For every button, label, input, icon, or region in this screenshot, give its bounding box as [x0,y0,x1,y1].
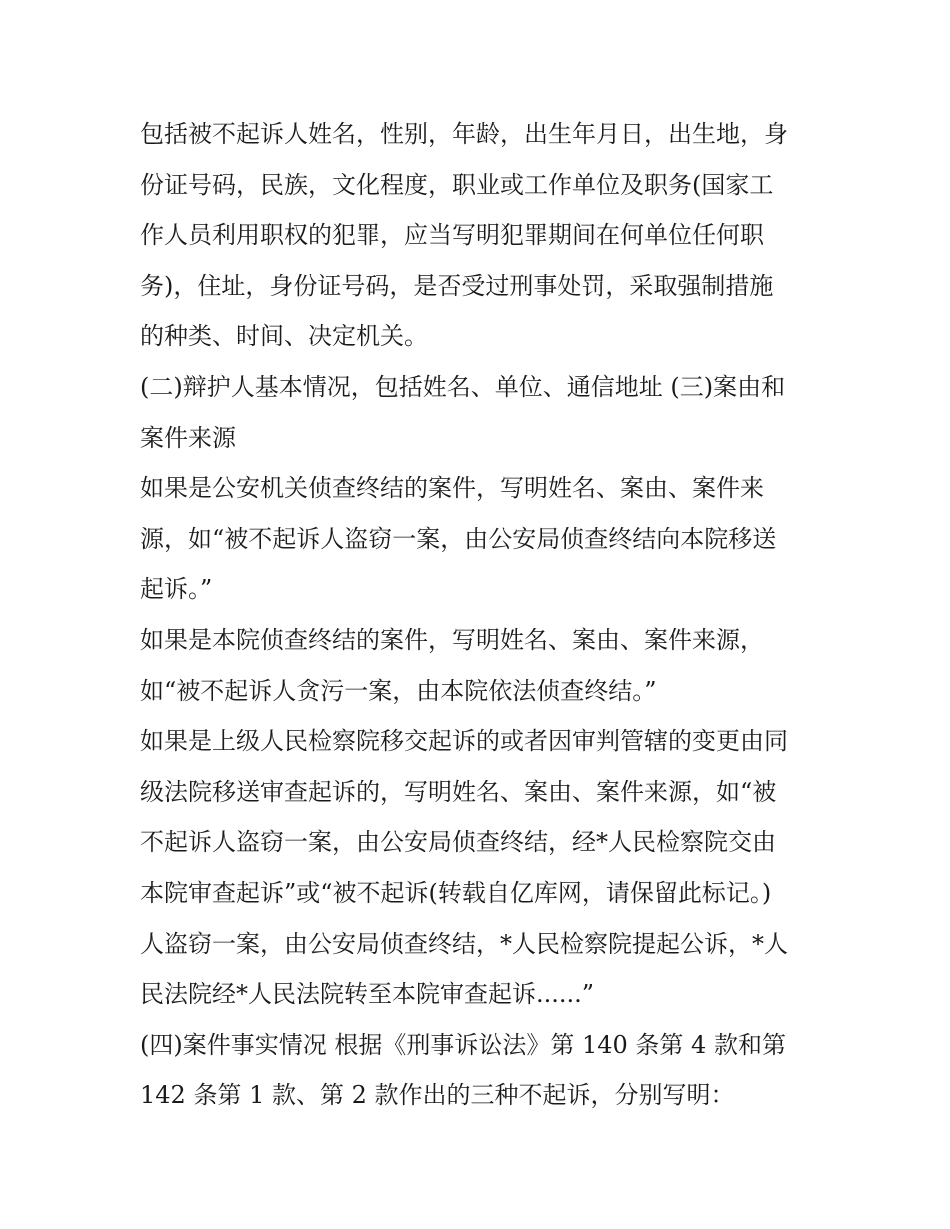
text-line-16: 本院审查起诉”或“被不起诉(转载自亿库网，请保留此标记。) [140,878,772,907]
text-line-15: 不起诉人盗窃一案，由公安局侦查终结，经*人民检察院交由 [140,828,776,857]
text-line-8: 如果是公安机关侦查终结的案件，写明姓名、案由、案件来 [140,474,764,503]
text-line-9: 源，如“被不起诉人盗窃一案，由公安局侦查终结向本院移送 [140,524,777,553]
text-line-5: 的种类、时间、决定机关。 [140,322,428,351]
document-body [140,109,820,1121]
text-line-18: 民法院经*人民法院转至本院审查起诉......” [140,980,595,1009]
text-line-1: 包括被不起诉人姓名，性别，年龄，出生年月日，出生地，身 [140,120,788,148]
text-line-19: (四)案件事实情况 根据《刑事诉讼法》第 140 条第 4 款和第 [140,1030,786,1059]
text-line-7: 案件来源 [140,423,236,452]
text-line-11: 如果是本院侦查终结的案件，写明姓名、案由、案件来源， [140,625,764,654]
text-line-10: 起诉。” [140,575,213,604]
text-line-17: 人盗窃一案，由公安局侦查终结，*人民检察院提起公诉，*人 [140,929,788,958]
text-line-14: 级法院移送审查起诉的，写明姓名、案由、案件来源，如“被 [140,777,777,806]
text-line-20: 142 条第 1 款、第 2 款作出的三种不起诉，分别写明： [140,1081,735,1110]
text-line-12: 如“被不起诉人贪污一案，由本院依法侦查终结。” [140,676,657,705]
text-line-6: (二)辩护人基本情况，包括姓名、单位、通信地址 (三)案由和 [140,372,786,401]
text-line-3: 作人员利用职权的犯罪，应当写明犯罪期间在何单位任何职 [140,221,764,250]
text-line-4: 务)，住址，身份证号码，是否受过刑事处罚，采取强制措施 [140,271,774,300]
text-line-2: 份证号码，民族，文化程度，职业或工作单位及职务(国家工 [140,170,774,199]
text-line-13: 如果是上级人民检察院移交起诉的或者因审判管辖的变更由同 [140,727,788,756]
